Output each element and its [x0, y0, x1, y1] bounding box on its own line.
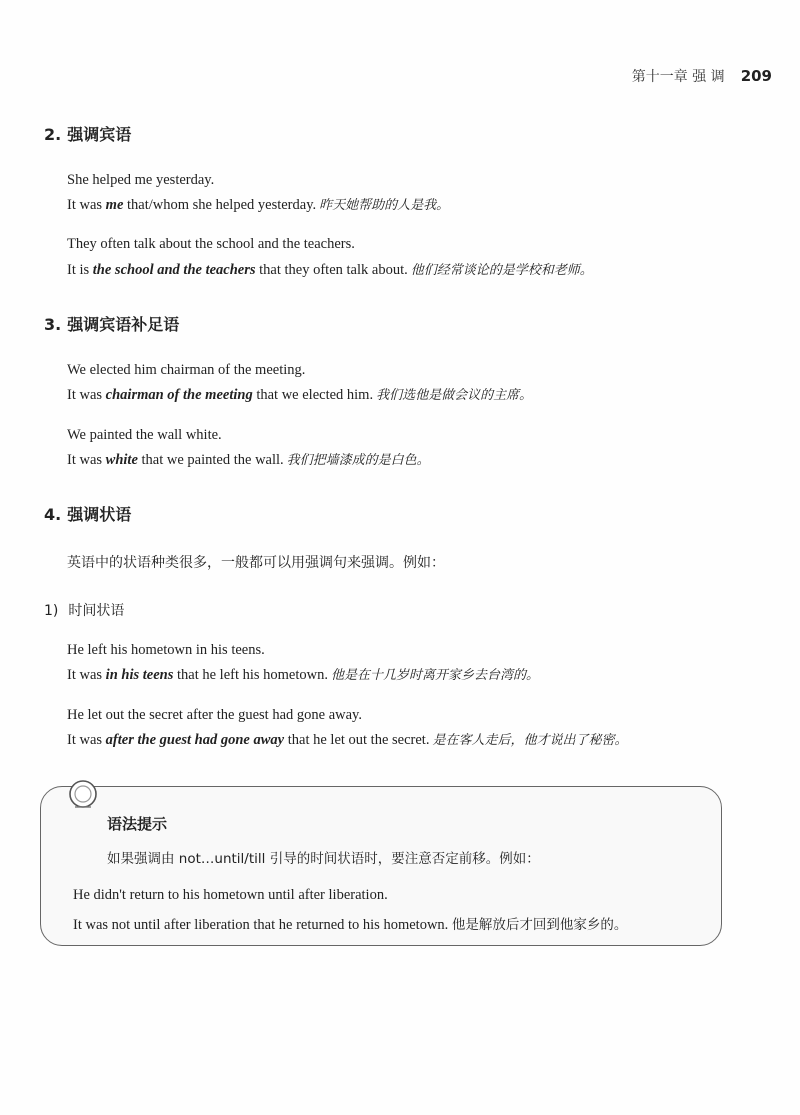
emphatic-sentence: It is the school and the teachers that they often talk about. 他们经常谈论的是学校和老师。	[67, 262, 593, 278]
chinese-translation: 是在客人走后，他才说出了秘密。	[432, 733, 628, 748]
chinese-translation: 他是解放后才回到他家乡的。	[451, 917, 628, 933]
section-heading-2	[44, 122, 131, 145]
chinese-translation: 他是在十几岁时离开家乡去台湾的。	[331, 668, 540, 683]
running-header	[632, 66, 772, 86]
sub-title: 时间状语	[68, 603, 125, 619]
emphasized-part: in his teens	[105, 667, 174, 683]
section-title: 强调宾语	[67, 125, 132, 144]
section-title: 强调宾语补足语	[67, 315, 180, 334]
section-intro: 英语中的状语种类很多，一般都可以用强调句来强调。例如：	[67, 555, 445, 571]
example-sentence: He left his hometown in his teens.	[67, 642, 265, 658]
chapter-title: 第十一章 强 调	[631, 69, 725, 85]
grammar-tip-box	[40, 786, 722, 946]
tip-emphatic-sentence: It was not until after liberation that he returned to his hometown. 他是解放后才回到他家乡的。	[73, 917, 628, 933]
example-sentence: She helped me yesterday.	[67, 172, 215, 188]
sub-number: 1)	[44, 603, 59, 619]
emphasized-part: the school and the teachers	[92, 262, 256, 278]
section-number: 3.	[44, 315, 62, 334]
example-sentence: They often talk about the school and the teachers.	[67, 236, 355, 252]
example-sentence: We painted the wall white.	[67, 427, 222, 443]
emphatic-sentence: It was chairman of the meeting that we elected him. 我们选他是做会议的主席。	[67, 387, 533, 403]
tip-text: 如果强调由 not…until/till 引导的时间状语时，要注意否定前移。例如：	[107, 851, 540, 867]
emphasized-part: after the guest had gone away	[105, 732, 285, 748]
emphasized-part: chairman of the meeting	[105, 387, 253, 403]
example-sentence: He let out the secret after the guest had gone away.	[67, 707, 362, 723]
lightbulb-icon	[63, 777, 103, 811]
chinese-translation: 我们选他是做会议的主席。	[376, 388, 533, 403]
emphatic-sentence: It was me that/whom she helped yesterday. 昨天她帮助的人是我。	[67, 197, 450, 213]
emphasized-part: me	[105, 197, 124, 213]
section-number: 2.	[44, 125, 62, 144]
emphasized-part: white	[105, 452, 138, 468]
tip-title: 语法提示	[107, 815, 168, 833]
sub-heading	[44, 600, 124, 620]
chinese-translation: 昨天她帮助的人是我。	[319, 198, 450, 213]
section-title: 强调状语	[67, 505, 132, 524]
emphatic-sentence: It was after the guest had gone away that he let out the secret. 是在客人走后，他才说出了秘密。	[67, 732, 628, 748]
tip-example-sentence: He didn't return to his hometown until after liberation.	[73, 887, 388, 903]
page-number: 209	[740, 67, 772, 85]
emphatic-sentence: It was in his teens that he left his hometown. 他是在十几岁时离开家乡去台湾的。	[67, 667, 540, 683]
section-number: 4.	[44, 505, 62, 524]
example-sentence: We elected him chairman of the meeting.	[67, 362, 306, 378]
chinese-translation: 我们把墙漆成的是白色。	[286, 453, 430, 468]
chinese-translation: 他们经常谈论的是学校和老师。	[410, 263, 593, 278]
emphatic-sentence: It was white that we painted the wall. 我们把墙漆成的是白色。	[67, 452, 430, 468]
section-heading-3	[44, 312, 179, 335]
section-heading-4	[44, 502, 131, 525]
